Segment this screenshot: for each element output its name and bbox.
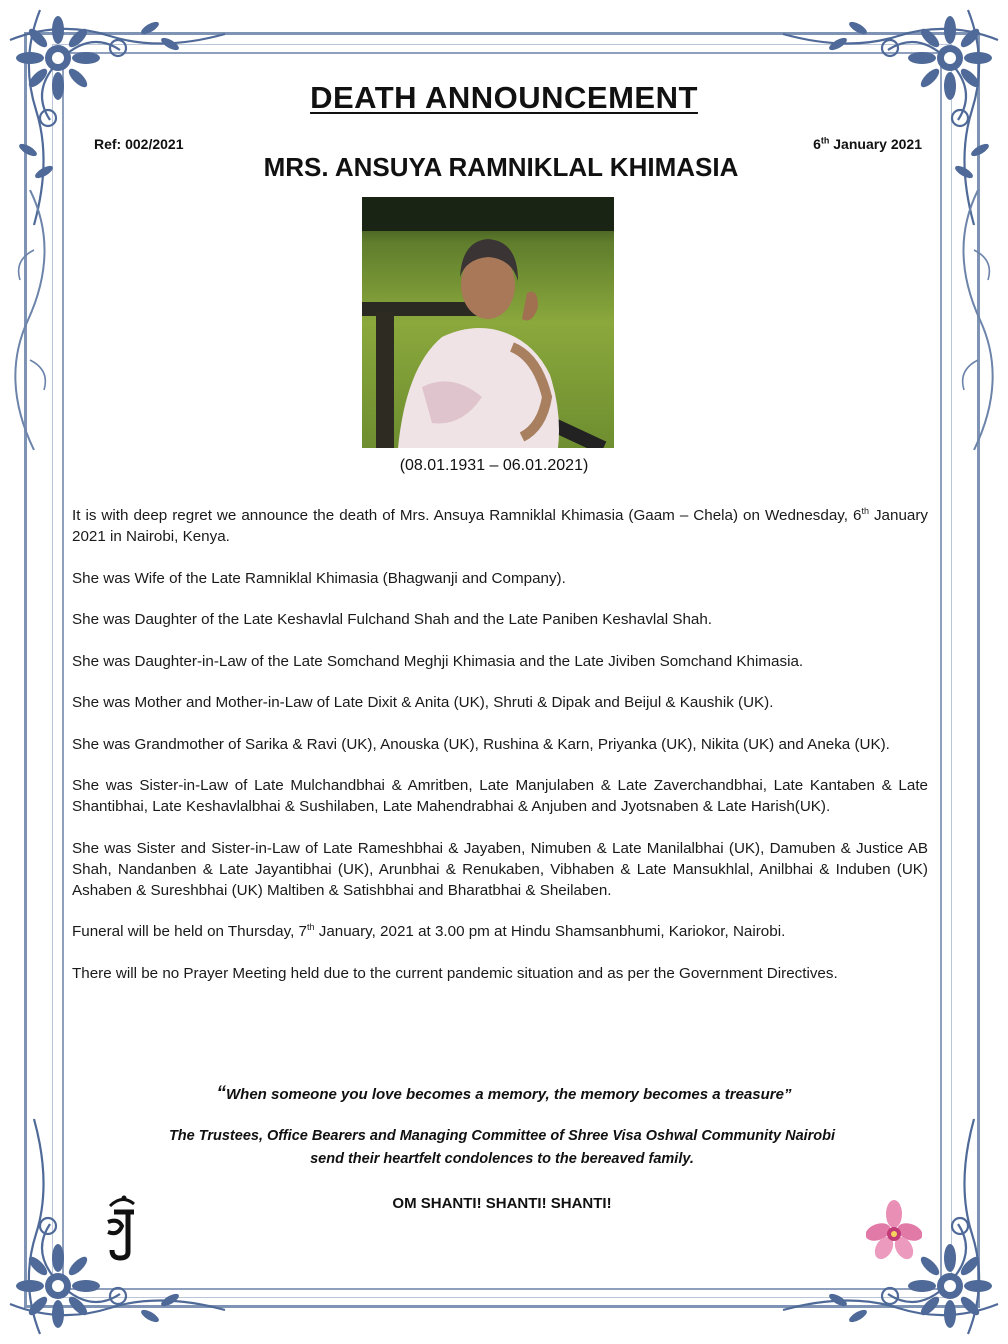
paragraph-daughter: She was Daughter of the Late Keshavlal Fulchand Shah and the Late Paniben Keshavlal Shah. [72, 611, 713, 628]
announcement-body [72, 505, 928, 1004]
condolence-line-1: The Trustees, Office Bearers and Managing Committee of Shree Visa Oshwal Community Nairobi [168, 1128, 836, 1144]
condolence-line-2: send their heartfelt condolences to the bereaved family. [310, 1151, 694, 1167]
paragraph-grandmother: She was Grandmother of Sarika & Ravi (UK), Anouska (UK), Rushina & Karn, Priyanka (UK), Nikita (UK) and Aneka (UK). [72, 735, 890, 753]
announcement-date: 6th January 2021 [813, 135, 922, 152]
condolence-message [0, 1125, 1004, 1171]
portrait-photo [362, 197, 614, 448]
paragraph-mother: She was Mother and Mother-in-Law of Late Dixit & Anita (UK), Shruti & Dipak and Beijul & Kaushik (UK). [72, 694, 774, 711]
orchid-flower-icon [866, 1200, 922, 1262]
paragraph-wife: She was Wife of the Late Ramniklal Khimasia (Bhagwanji and Company). [72, 569, 566, 587]
paragraph-sister: She was Sister and Sister-in-Law of Late Rameshbhai & Jayaben, Nimuben & Late Manilalbhai (UK), Damuben & Justice AB Shah, Nandanben & Late Jayantibhai (UK), Arunbhai & Renukaben, Vibhaben & Late Mansukhlal, Anilbhai & Induben (UK) Ashaben & Sureshbhai (UK) Maltiben & Satishbhai and Bharatbhai & Sheilaben. [72, 839, 928, 899]
jain-symbol-logo [104, 1192, 140, 1262]
reference-number: Ref: 002/2021 [94, 136, 184, 152]
life-dates: (08.01.1931 – 06.01.2021) [399, 457, 589, 474]
paragraph-daughter-in-law: She was Daughter-in-Law of the Late Somchand Meghji Khimasia and the Late Jiviben Somchand Khimasia. [72, 652, 804, 670]
memorial-quote: “When someone you love becomes a memory, the memory becomes a treasure” [216, 1083, 792, 1104]
deceased-name: MRS. ANSUYA RAMNIKLAL KHIMASIA [263, 152, 739, 182]
paragraph-funeral: Funeral will be held on Thursday, 7th January, 2021 at 3.00 pm at Hindu Shamsanbhumi, Kariokor, Nairobi. [72, 921, 786, 940]
vine-ornament-right [938, 190, 1008, 450]
closing-prayer: OM SHANTI! SHANTI! SHANTI! [392, 1195, 612, 1212]
paragraph-prayer-meeting: There will be no Prayer Meeting held due to the current pandemic situation and as per the Government Directives. [72, 964, 838, 982]
vine-ornament-left [0, 190, 70, 450]
page-title: DEATH ANNOUNCEMENT [310, 80, 698, 115]
paragraph-sister-in-law: She was Sister-in-Law of Late Mulchandbhai & Amritben, Late Manjulaben & Late Zaverchandbhai, Late Kantaben & Late Shantibhai, Late Keshavlalbhai & Sushilaben, Late Mahendrabhai & Anjuben and Jyotsnaben & Late Harish(UK). [72, 777, 928, 815]
paragraph-announcement: It is with deep regret we announce the death of Mrs. Ansuya Ramniklal Khimasia (Gaam – Chela) on Wednesday, 6th January 2021 in Nairobi, Kenya. [72, 505, 928, 545]
